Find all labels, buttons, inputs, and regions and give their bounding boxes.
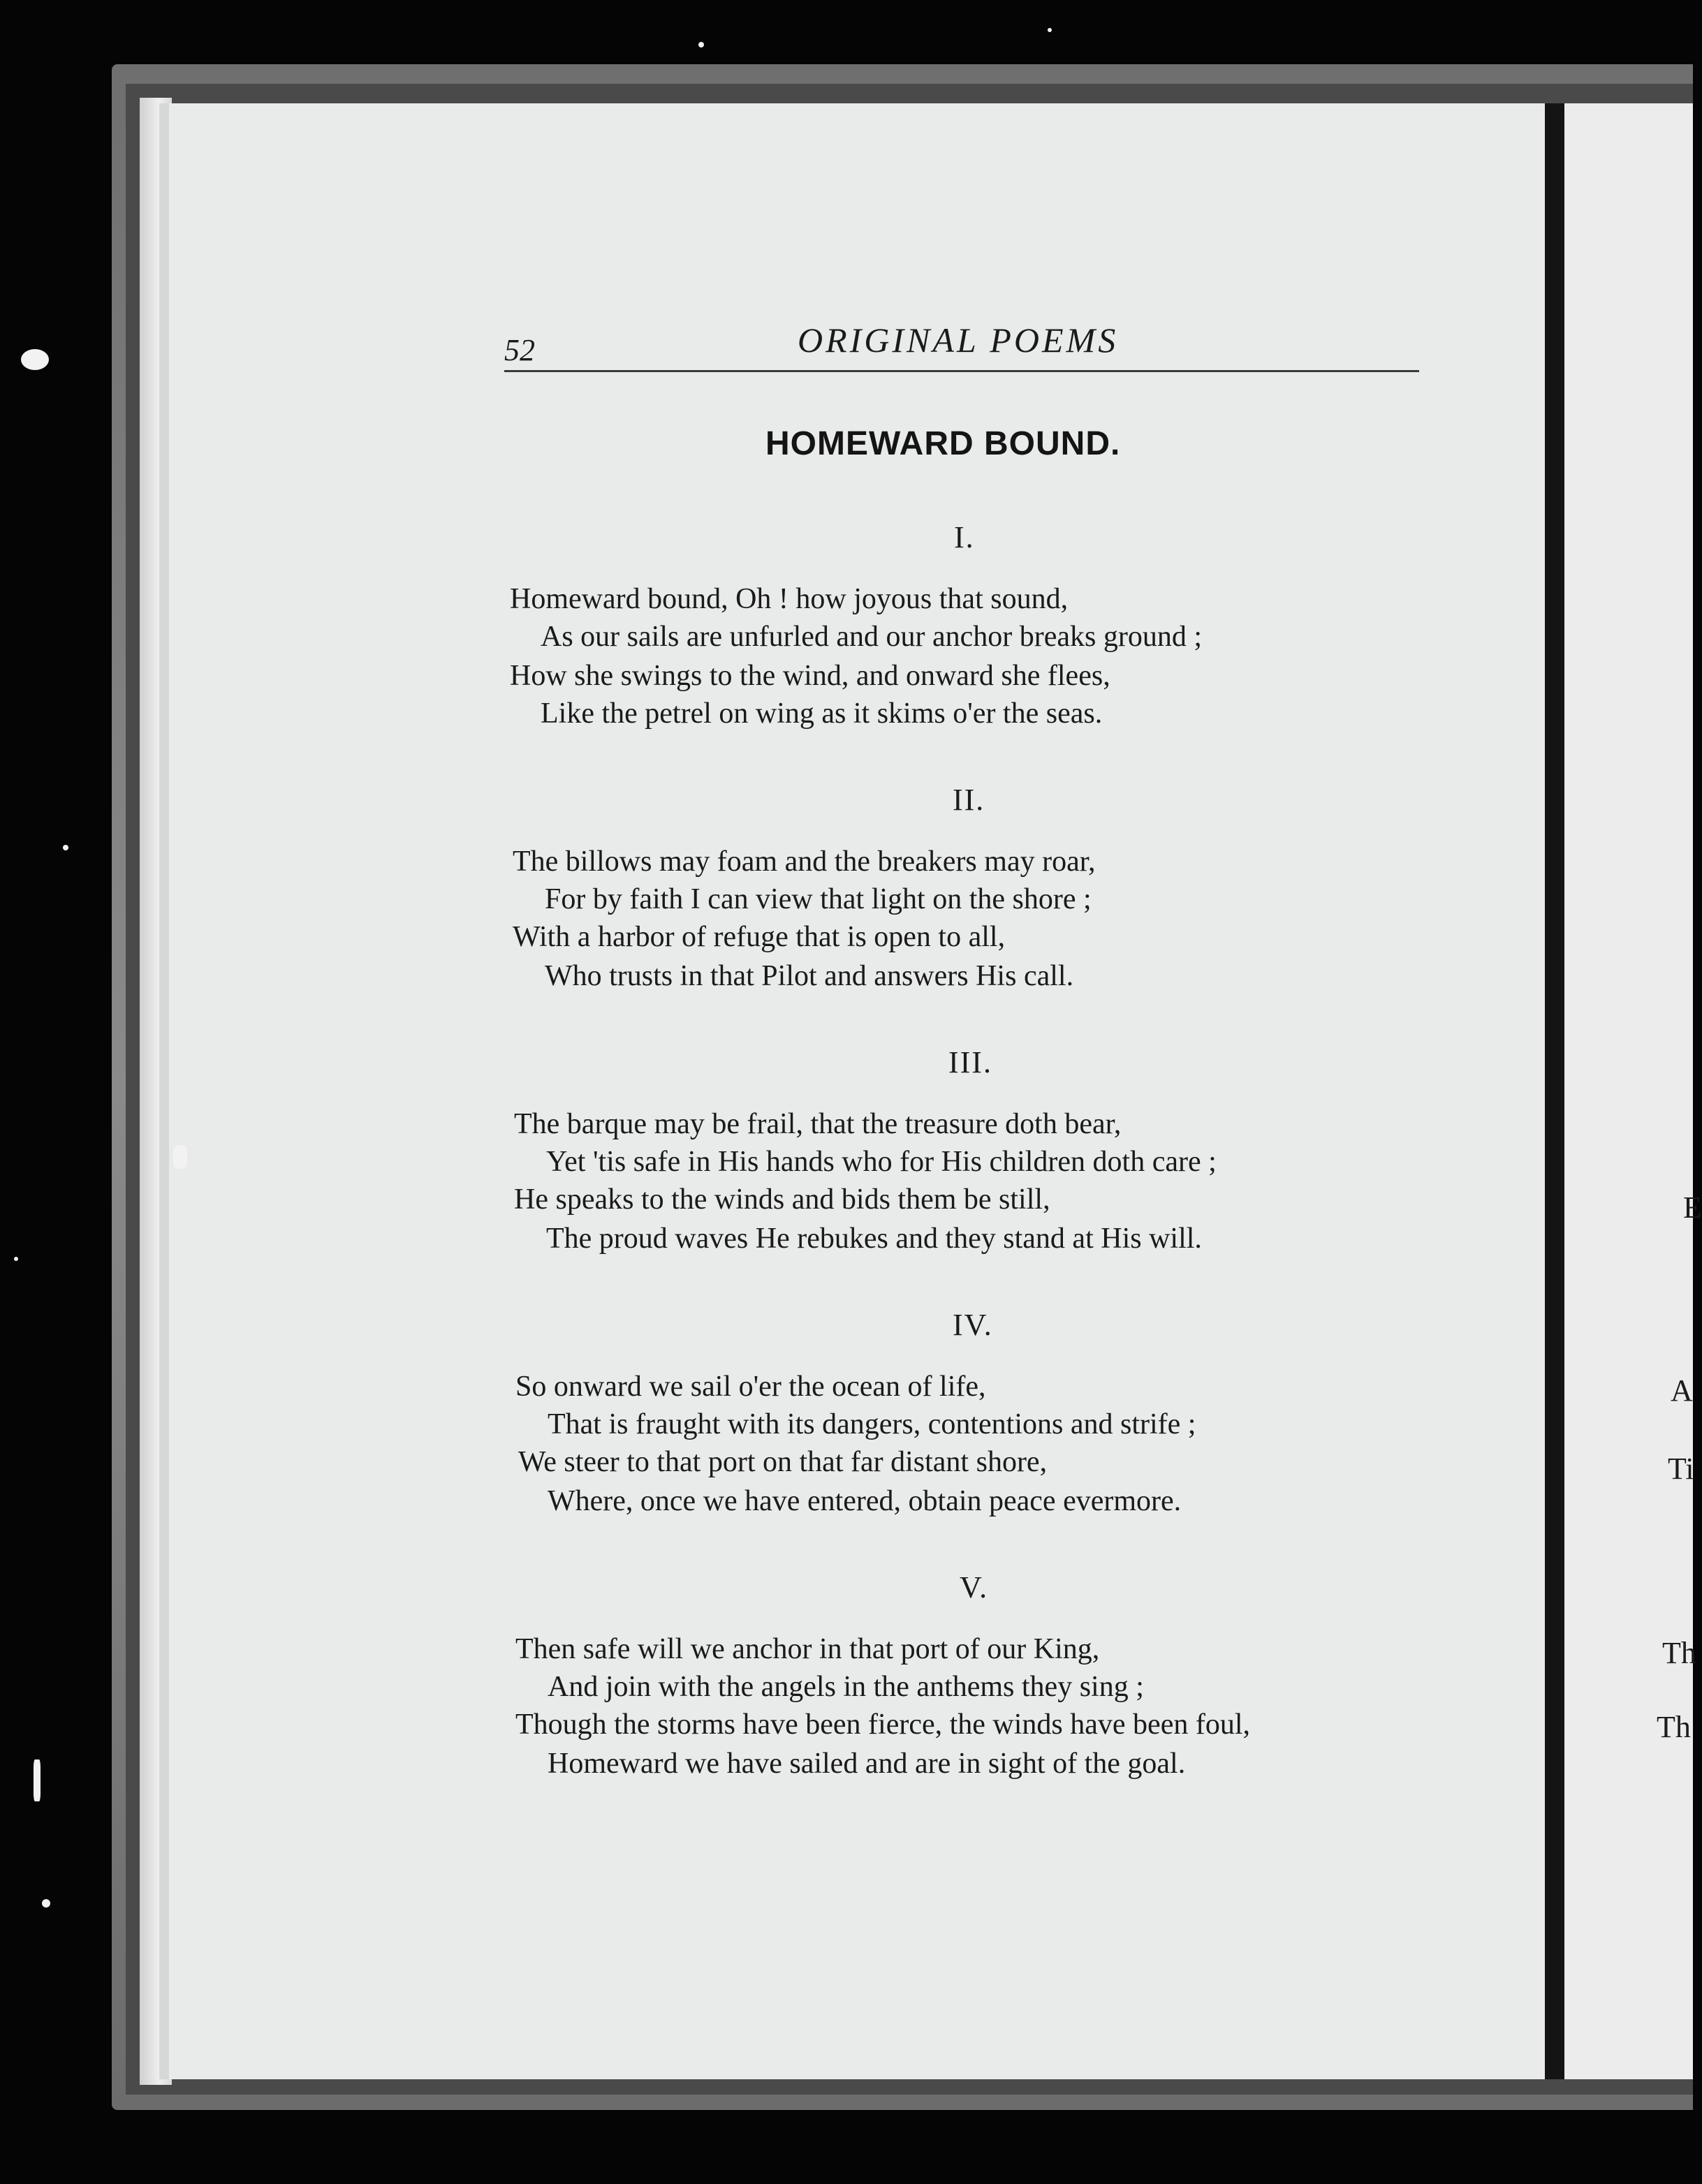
book-gutter	[1545, 103, 1564, 2079]
facing-page-fragment: Th	[1657, 1710, 1691, 1744]
poem-line: Then safe will we anchor in that port of our King,	[515, 1633, 1100, 1665]
poem-line: Where, once we have entered, obtain peace evermore.	[548, 1485, 1182, 1517]
poem-line: That is fraught with its dangers, contentions and strife ;	[548, 1408, 1196, 1440]
poem-line: So onward we sail o'er the ocean of life,	[515, 1371, 986, 1403]
poem-line: The barque may be frail, that the treasure doth bear,	[514, 1108, 1122, 1140]
poem-line: The billows may foam and the breakers may roar,	[513, 846, 1096, 878]
running-title: ORIGINAL POEMS	[798, 320, 1119, 360]
page-number: 52	[504, 333, 535, 367]
poem-line: He speaks to the winds and bids them be still,	[514, 1183, 1050, 1216]
facing-page-fragment: A	[1671, 1373, 1693, 1408]
poem-line: With a harbor of refuge that is open to all,	[513, 921, 1006, 953]
stanza-number: V.	[960, 1570, 989, 1604]
poem-line: Homeward we have sailed and are in sight of the goal.	[548, 1748, 1186, 1780]
poem-line: And join with the angels in the anthems they sing ;	[548, 1671, 1144, 1703]
poem-line: Like the petrel on wing as it skims o'er the seas.	[541, 698, 1103, 730]
poem-line: Yet 'tis safe in His hands who for His children doth care ;	[546, 1146, 1217, 1178]
facing-page-fragment: Ti	[1668, 1452, 1694, 1486]
stanza-number: II.	[953, 783, 985, 817]
stanza-number: I.	[954, 520, 975, 554]
running-head	[504, 320, 1419, 376]
stanza-number: III.	[948, 1045, 992, 1079]
header-rule	[504, 370, 1419, 372]
stanza-number: IV.	[953, 1308, 993, 1342]
facing-page	[1564, 103, 1702, 2079]
poem-line: As our sails are unfurled and our anchor breaks ground ;	[541, 621, 1203, 653]
poem-title: HOMEWARD BOUND.	[765, 425, 1121, 462]
facing-page-fragment: E	[1683, 1190, 1702, 1225]
poem-line: How she swings to the wind, and onward she flees,	[510, 660, 1110, 692]
book-page	[159, 103, 1552, 2079]
poem-line: For by faith I can view that light on the shore ;	[545, 883, 1092, 915]
poem-line: Though the storms have been fierce, the winds have been foul,	[515, 1709, 1250, 1741]
poem-line: We steer to that port on that far distant shore,	[518, 1446, 1048, 1478]
poem-line: Who trusts in that Pilot and answers His call.	[545, 960, 1074, 992]
facing-page-fragment: Th	[1662, 1636, 1696, 1670]
poem-line: The proud waves He rebukes and they stand at His will.	[546, 1223, 1202, 1255]
poem-line: Homeward bound, Oh ! how joyous that sound,	[510, 583, 1069, 615]
